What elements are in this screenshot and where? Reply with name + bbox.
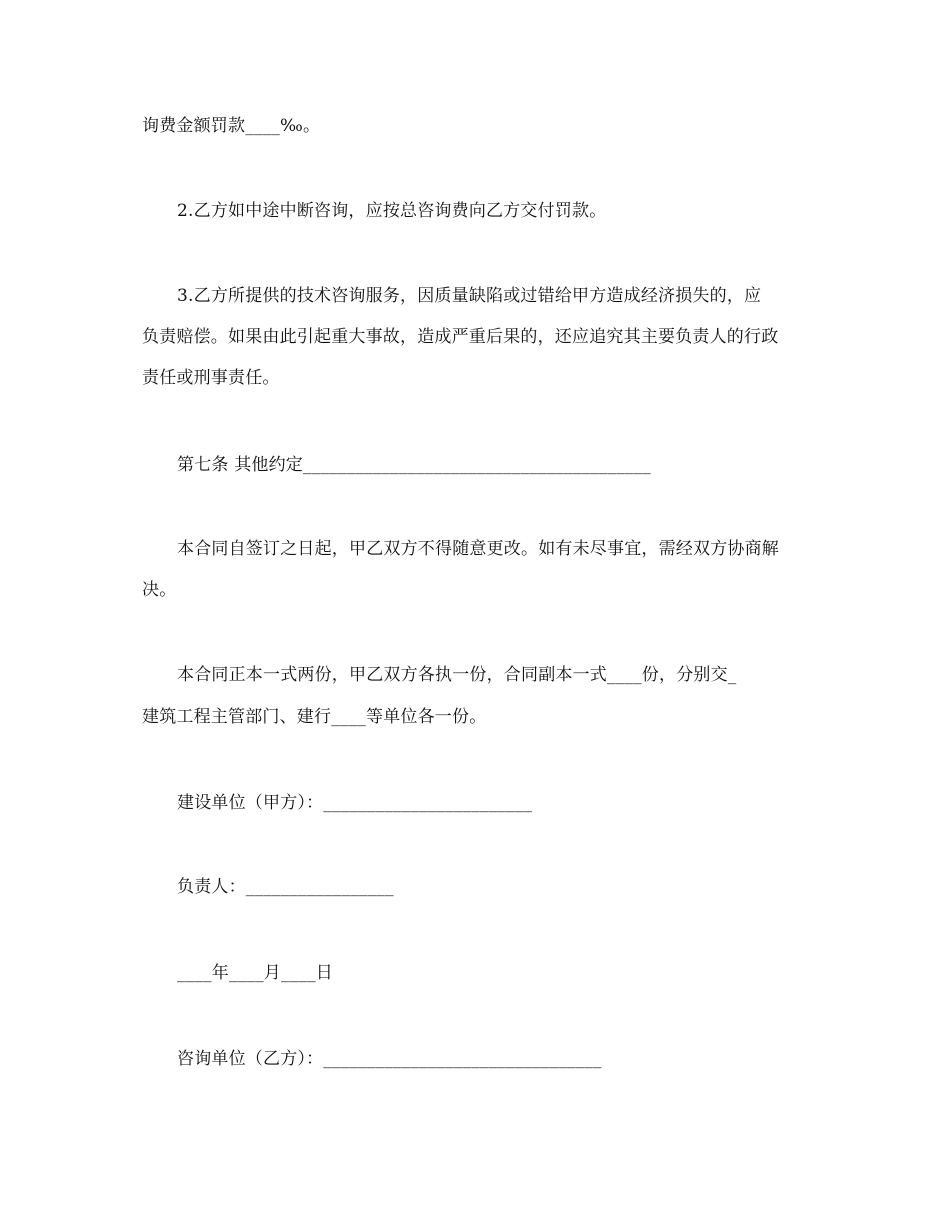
text-line-clause-2: 2.乙方如中途中断咨询，应按总咨询费向乙方交付罚款。 — [177, 201, 607, 221]
text-line-copies-b: 建筑工程主管部门、建行____等单位各一份。 — [142, 707, 487, 727]
text-line-party-b: 咨询单位（乙方）：________________________________ — [177, 1049, 602, 1069]
text-line-copies-a: 本合同正本一式两份，甲乙双方各执一份，合同副本一式____份，分别交_ — [177, 665, 737, 685]
text-line-penalty-rate: 询费金额罚款____‰。 — [142, 116, 321, 136]
text-line-date: ____年____月____日 — [177, 963, 333, 983]
text-line-clause-3-b: 负责赔偿。如果由此引起重大事故，造成严重后果的，还应追究其主要负责人的行政 — [142, 327, 779, 347]
text-line-clause-3-a: 3.乙方所提供的技术咨询服务，因质量缺陷或过错给甲方造成经济损失的，应 — [177, 286, 762, 306]
text-line-article-7: 第七条 其他约定________________________________________ — [177, 455, 652, 475]
text-line-responsible-person: 负责人：_________________ — [177, 877, 394, 897]
text-line-clause-3-c: 责任或刑事责任。 — [142, 368, 280, 388]
text-line-effectiveness-a: 本合同自签订之日起，甲乙双方不得随意更改。如有未尽事宜，需经双方协商解 — [177, 539, 779, 559]
text-line-effectiveness-b: 决。 — [142, 580, 177, 600]
text-line-party-a: 建设单位（甲方）：________________________ — [177, 793, 533, 813]
